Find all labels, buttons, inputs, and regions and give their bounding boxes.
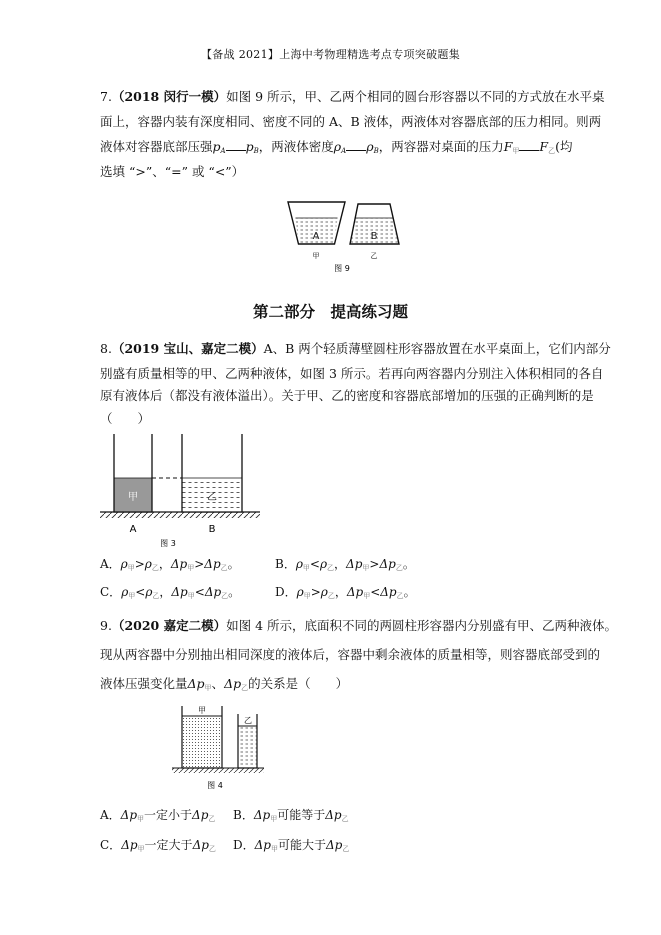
q8-end: 。	[227, 557, 240, 571]
q9-sub-jia: 甲	[204, 684, 212, 692]
q9-source: （2020 嘉定二模）	[111, 618, 227, 633]
q8-dp: Δp	[204, 585, 222, 599]
q8-dp: Δp	[346, 557, 363, 571]
fig3-caption: 图 3	[160, 539, 176, 548]
q8-sub-yi: 乙	[151, 564, 159, 572]
q8-gt: >	[369, 557, 380, 571]
q7-line-1	[100, 84, 605, 109]
q8-sub-yi: 乙	[395, 564, 403, 572]
q7-symbol-rho: ρ	[333, 139, 342, 154]
section-title: 第二部分 提高练习题	[252, 302, 408, 321]
q9-text-3a: 液体压强变化量	[100, 676, 188, 691]
q8-rho: ρ	[296, 585, 304, 599]
fig3-jia: 甲	[128, 492, 138, 503]
q8-sub-jia: 甲	[363, 592, 371, 600]
q9-option-d-relation: 可能大于	[277, 838, 326, 852]
q7-sub-b: B	[373, 147, 379, 155]
q9-dp: Δp	[192, 838, 209, 852]
fig3-yi: 乙	[207, 492, 217, 503]
q9-option-b[interactable]	[233, 806, 349, 824]
q9-option-b-relation: 可能等于	[277, 808, 326, 822]
q7-text-3c: ，两容器对桌面的压力	[378, 139, 504, 154]
q9-option-a-letter: A．	[100, 808, 121, 822]
q7-sub-b: B	[253, 147, 259, 155]
q7-text-3d: (均	[555, 139, 573, 154]
fig4-liquid-yi	[238, 726, 257, 768]
q8-sub-yi: 乙	[221, 592, 229, 600]
q9-option-a[interactable]	[100, 806, 215, 824]
q9-option-b-letter: B．	[233, 808, 254, 822]
q7-source: （2018 闵行一模）	[111, 89, 227, 104]
q8-line-3: 原有液体后（都没有液体溢出）。关于甲、乙的密度和容器底部增加的压强的正确判断的是	[100, 388, 594, 403]
fig4-container-jia	[182, 706, 222, 768]
q8-sub-jia: 甲	[302, 564, 310, 572]
container-yi	[350, 204, 399, 244]
q8-sub-jia: 甲	[128, 592, 136, 600]
q8-sub-jia: 甲	[187, 564, 195, 572]
q8-sub-yi: 乙	[327, 564, 335, 572]
q8-sep: ，	[158, 557, 171, 571]
fig4-liquid-jia	[182, 716, 222, 768]
q7-text-3a: 液体对容器底部压强	[100, 139, 213, 154]
q7-symbol-f: F	[503, 139, 513, 154]
q8-end: 。	[402, 557, 415, 571]
q8-rho: ρ	[121, 585, 129, 599]
q7-symbol-p: p	[212, 139, 221, 154]
q8-option-a-letter: A．	[100, 557, 121, 571]
q7-sub-yi: 乙	[548, 147, 556, 155]
q8-option-c[interactable]	[100, 583, 240, 601]
q8-sep: ，	[334, 585, 347, 599]
q8-sub-jia: 甲	[303, 592, 311, 600]
q8-gt: >	[134, 557, 145, 571]
q9-dp: Δp	[187, 676, 205, 691]
fig4-table	[172, 768, 264, 773]
q9-option-d[interactable]	[233, 836, 349, 854]
q9-number: 9.	[100, 618, 112, 633]
fig4-caption: 图 4	[207, 781, 223, 790]
figure-9	[280, 196, 410, 278]
q8-option-d[interactable]	[275, 583, 416, 601]
q8-line-4: （ ）	[100, 411, 151, 426]
q9-sub-jia: 甲	[270, 845, 278, 853]
q8-sub-jia: 甲	[362, 564, 370, 572]
q7-number: 7.	[100, 89, 112, 104]
fig9-label-a: A	[312, 231, 320, 242]
q8-gt: >	[310, 585, 321, 599]
q9-text-3b: 的关系是（ ）	[248, 676, 349, 691]
q8-source: （2019 宝山、嘉定二模）	[111, 341, 264, 356]
q9-sub-jia: 甲	[137, 815, 145, 823]
q7-line-2: 面上，容器内装有深度相同、密度不同的 A、B 液体，两液体对容器底部的压力相同。则两	[100, 114, 602, 129]
q8-rho: ρ	[295, 557, 303, 571]
q8-sub-jia: 甲	[127, 564, 135, 572]
figure-3	[98, 430, 263, 552]
q9-sub-yi: 乙	[341, 815, 349, 823]
q8-rho: ρ	[145, 585, 153, 599]
q7-blank-3[interactable]	[519, 140, 539, 151]
q8-option-b-letter: B．	[275, 557, 296, 571]
q8-sub-jia: 甲	[187, 592, 195, 600]
q8-line-2: 别盛有质量相等的甲、乙两种液体，如图 3 所示。若再向两容器内分别注入体积相同的各自	[100, 366, 604, 381]
table-surface	[100, 512, 260, 518]
q8-lt: <	[309, 557, 320, 571]
q7-blank-2[interactable]	[346, 140, 366, 151]
page-header: 【备战 2021】上海中考物理精选考点专项突破题集	[201, 48, 460, 61]
q7-sub-jia: 甲	[512, 147, 520, 155]
q9-dp: Δp	[224, 676, 242, 691]
q7-symbol-rho: ρ	[366, 139, 374, 154]
q8-rho: ρ	[320, 585, 328, 599]
q7-blank-1[interactable]	[226, 140, 246, 151]
container-a	[114, 434, 152, 512]
q8-gt: >	[194, 557, 205, 571]
q9-option-c-letter: C．	[100, 838, 122, 852]
fig4-yi: 乙	[244, 716, 252, 725]
container-jia	[288, 202, 345, 244]
q9-line-1	[100, 613, 617, 638]
q9-text-1: 如图 4 所示，底面积不同的两圆柱形容器内分别盛有甲、乙两种液体。	[226, 618, 617, 633]
q9-line-3	[100, 671, 570, 701]
q8-line-1	[100, 336, 611, 361]
q9-line-2: 现从两容器中分别抽出相同深度的液体后，容器中剩余液体的质量相等，则容器底部受到的	[100, 647, 601, 662]
q8-dp: Δp	[171, 585, 188, 599]
q8-sep: ，	[334, 557, 347, 571]
fig4-jia: 甲	[198, 706, 206, 715]
fig9-jia: 甲	[312, 252, 320, 260]
fig3-label-a: A	[129, 524, 137, 535]
q9-option-c-relation: 一定大于	[144, 838, 193, 852]
q9-sub-jia: 甲	[137, 845, 145, 853]
q9-option-d-letter: D．	[233, 838, 255, 852]
q9-sub-yi: 乙	[241, 684, 249, 692]
q8-dp: Δp	[379, 557, 396, 571]
q8-sub-yi: 乙	[220, 564, 228, 572]
q8-dp: Δp	[380, 585, 397, 599]
q8-sep: ，	[159, 585, 172, 599]
q9-option-a-relation: 一定小于	[144, 808, 193, 822]
fig3-label-b: B	[208, 524, 216, 535]
q7-text-1: 如图 9 所示，甲、乙两个相同的圆台形容器以不同的方式放在水平桌	[226, 89, 605, 104]
q7-symbol-f: F	[539, 139, 549, 154]
q8-dp: Δp	[170, 557, 188, 571]
q8-lt: <	[194, 585, 205, 599]
q8-option-b[interactable]	[275, 555, 415, 573]
q8-rho: ρ	[120, 557, 128, 571]
q7-sub-a: A	[220, 147, 226, 155]
q9-dp: Δp	[253, 808, 271, 822]
q9-dp: Δp	[192, 808, 209, 822]
q9-dp: Δp	[326, 838, 343, 852]
fig9-yi: 乙	[370, 252, 378, 260]
q8-lt: <	[370, 585, 381, 599]
q8-dp: Δp	[204, 557, 221, 571]
q9-dp: Δp	[120, 808, 138, 822]
q8-sub-yi: 乙	[396, 592, 404, 600]
q8-number: 8.	[100, 341, 112, 356]
container-b	[182, 434, 242, 512]
q8-option-c-letter: C．	[100, 585, 122, 599]
q8-sub-yi: 乙	[152, 592, 160, 600]
q8-end: 。	[403, 585, 416, 599]
fig4-container-yi	[238, 714, 257, 768]
q9-option-c[interactable]	[100, 836, 216, 854]
q8-option-d-letter: D．	[275, 585, 297, 599]
q8-rho: ρ	[144, 557, 152, 571]
q8-sub-yi: 乙	[327, 592, 335, 600]
q9-sub-yi: 乙	[342, 845, 350, 853]
q9-sub-jia: 甲	[270, 815, 278, 823]
q8-dp: Δp	[346, 585, 364, 599]
q9-sub-yi: 乙	[208, 845, 216, 853]
q8-lt: <	[135, 585, 146, 599]
fig9-caption: 图 9	[334, 264, 350, 273]
q8-rho: ρ	[319, 557, 328, 571]
q7-text-3b: ，两液体密度	[258, 139, 334, 154]
q8-end: 。	[228, 585, 241, 599]
q9-dp: Δp	[121, 838, 138, 852]
q7-line-4: 选填 “>”、“=” 或 “<”）	[100, 164, 245, 179]
q7-symbol-p: p	[245, 139, 254, 154]
q8-text-1: A、B 两个轻质薄壁圆柱形容器放置在水平桌面上，它们内部分	[263, 341, 611, 356]
figure-4	[170, 702, 270, 794]
q9-sub-yi: 乙	[208, 815, 216, 823]
q9-dp: Δp	[254, 838, 271, 852]
q9-sep: 、	[211, 676, 225, 691]
q8-option-a[interactable]	[100, 555, 240, 573]
fig9-label-b: B	[370, 231, 378, 242]
q7-sub-a: A	[341, 147, 347, 155]
q9-dp: Δp	[325, 808, 342, 822]
